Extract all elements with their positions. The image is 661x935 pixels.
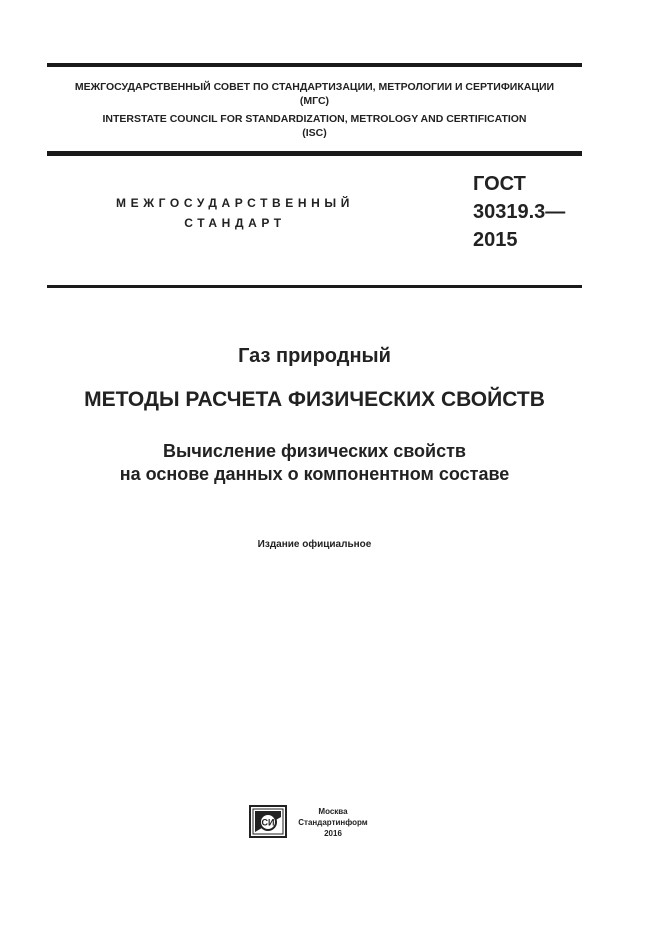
- edition-note: Издание официальное: [257, 539, 372, 550]
- council-ru-abbr: (МГС): [299, 95, 330, 107]
- gost-year: 2015: [473, 229, 518, 251]
- publisher-year: 2016: [324, 829, 342, 838]
- standard-type-line1: МЕЖГОСУДАРСТВЕННЫЙ: [116, 196, 354, 210]
- logo-text: СИ: [261, 817, 275, 828]
- standard-type-label: [100, 193, 370, 233]
- gost-number: 30319.3—: [473, 201, 566, 223]
- council-ru-block: [47, 80, 582, 108]
- part-title-line1: Вычисление физических свойств: [163, 441, 466, 461]
- middle-rule: [47, 151, 582, 156]
- publisher-city: Москва: [318, 807, 348, 816]
- document-title: Газ природный: [238, 345, 391, 367]
- part-title-line2: на основе данных о компонентном составе: [119, 464, 510, 484]
- gost-designation: [473, 170, 565, 254]
- council-en-block: [47, 112, 582, 140]
- publisher-imprint: [293, 806, 373, 839]
- top-rule: [47, 63, 582, 67]
- document-subtitle: МЕТОДЫ РАСЧЕТА ФИЗИЧЕСКИХ СВОЙСТВ: [84, 388, 545, 411]
- document-part-title: [47, 440, 582, 486]
- standard-type-line2: СТАНДАРТ: [184, 216, 286, 230]
- council-en-abbr: (ISC): [302, 127, 327, 139]
- council-ru-name: МЕЖГОСУДАРСТВЕННЫЙ СОВЕТ ПО СТАНДАРТИЗАЦИИ, МЕТРОЛОГИИ И СЕРТИФИКАЦИИ: [74, 81, 555, 93]
- publisher-name: Стандартинформ: [298, 818, 368, 827]
- gost-prefix: ГОСТ: [473, 173, 526, 195]
- standartinform-logo-icon: [249, 805, 287, 838]
- council-en-name: INTERSTATE COUNCIL FOR STANDARDIZATION, METROLOGY AND CERTIFICATION: [102, 113, 527, 125]
- bottom-rule: [47, 285, 582, 288]
